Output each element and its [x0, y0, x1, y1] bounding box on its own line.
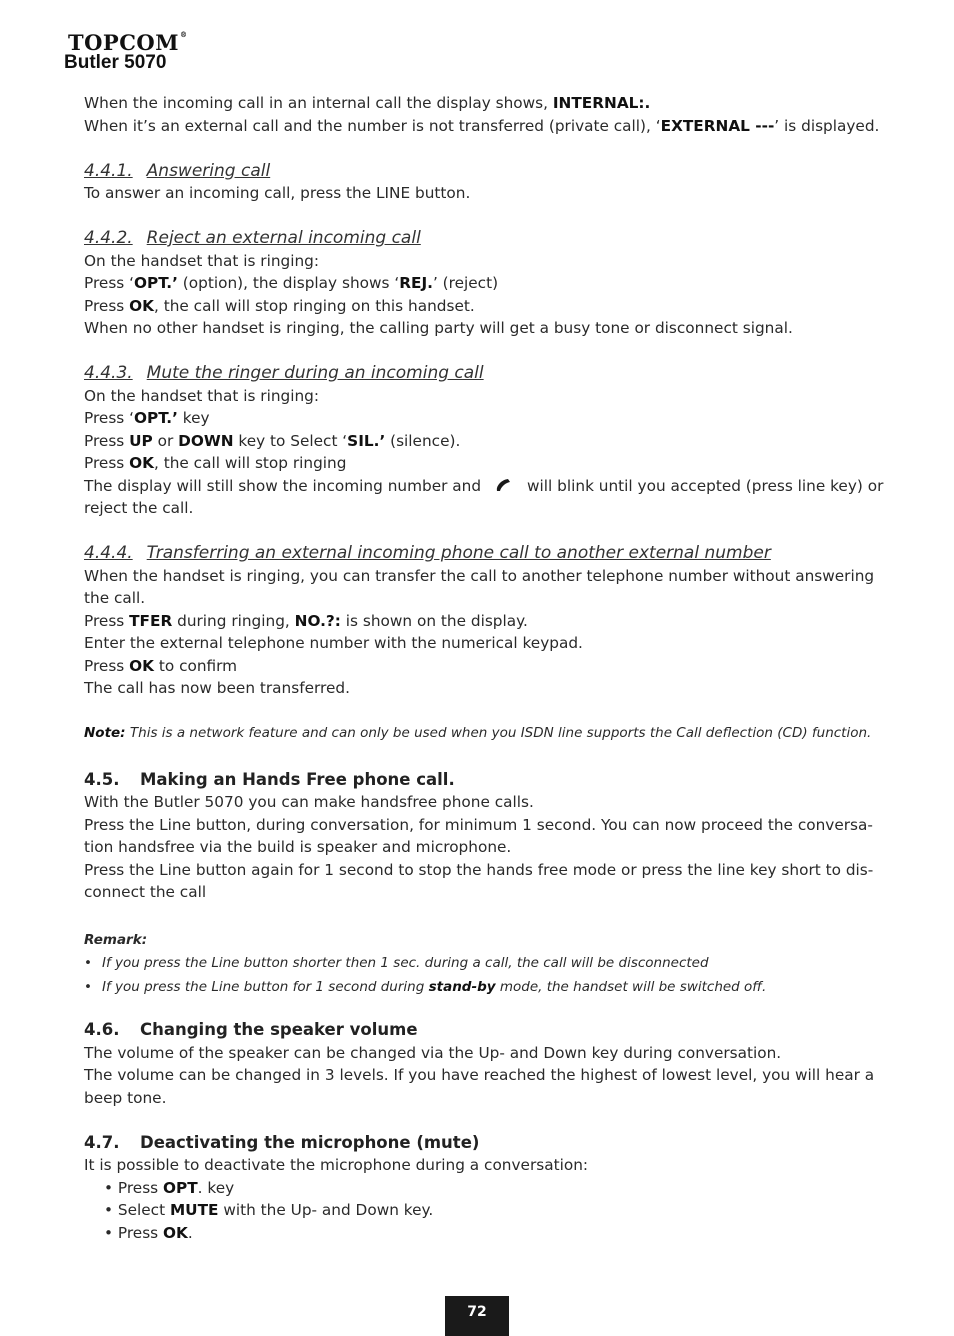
mute-step-2: • Select MUTE with the Up- and Down key.: [104, 1199, 892, 1222]
heading-4-4-4: 4.4.4. Transferring an external incoming phone call to another external number: [84, 543, 771, 563]
mute-ringer-line-1: On the handset that is ringing:: [84, 386, 320, 405]
reject-line-4: When no other handset is ringing, the calling party will get a busy tone or disconnect signal.: [84, 319, 793, 337]
reject-line-3: Press OK, the call will stop ringing on this handset.: [84, 296, 475, 315]
transfer-line-4: Enter the external telephone number with the numerical keypad.: [84, 634, 583, 652]
heading-4-7: 4.7. Deactivating the microphone (mute): [84, 1132, 480, 1152]
mute-ringer-line-3: Press UP or DOWN key to Select ‘SIL.’ (silence).: [84, 431, 461, 450]
heading-4-5: 4.5. Making an Hands Free phone call.: [84, 769, 455, 789]
mute-mic-intro: It is possible to deactivate the microphone during a conversation:: [84, 1156, 589, 1174]
brand-name: TOPCOM: [68, 30, 179, 55]
transfer-line-5: Press OK to confirm: [84, 656, 238, 675]
heading-4-4-3: 4.4.3. Mute the ringer during an incoming call: [84, 363, 484, 383]
mute-ringer-line-4: Press OK, the call will stop ringing: [84, 454, 347, 472]
network-note: Note: This is a network feature and can only be used when you ISDN line supports the Call deflection (CD) function.: [84, 725, 872, 741]
transfer-line-6: The call has now been transferred.: [84, 679, 350, 697]
mute-ringer-line-6: reject the call.: [84, 499, 194, 517]
mute-mic-steps: [84, 1177, 892, 1245]
manual-content: [84, 92, 892, 1244]
handsfree-line-3: tion handsfree via the build is speaker and microphone.: [84, 838, 512, 856]
heading-4-4-1: 4.4.1. Answering call: [84, 160, 271, 181]
mute-step-1: • Press OPT. key: [104, 1177, 892, 1200]
volume-line-3: beep tone.: [84, 1088, 167, 1107]
page-number: 72: [445, 1296, 509, 1336]
volume-line-2: The volume can be changed in 3 levels. If you have reached the highest of lowest level, you will hear a: [84, 1066, 875, 1084]
transfer-line-2: the call.: [84, 589, 146, 607]
remark-item-1: • If you press the Line button shorter then 1 sec. during a call, the call will be disconnected: [84, 951, 892, 975]
handsfree-line-4: Press the Line button again for 1 second to stop the hands free mode or press the line key short to dis-: [84, 860, 874, 879]
intro-line-2: When it’s an external call and the number is not transferred (private call), ‘EXTERNAL ---’ is displayed.: [84, 116, 880, 135]
intro-line-1: When the incoming call in an internal call the display shows, INTERNAL:.: [84, 94, 651, 112]
handsfree-line-5: connect the call: [84, 883, 207, 901]
mute-step-3: • Press OK.: [104, 1222, 892, 1245]
transfer-line-3: Press TFER during ringing, NO.?: is shown on the display.: [84, 611, 528, 630]
reject-line-2: Press ‘OPT.’ (option), the display shows ‘REJ.’ (reject): [84, 274, 499, 292]
mute-ringer-line-2: Press ‘OPT.’ key: [84, 409, 210, 427]
remark-item-2: • If you press the Line button for 1 second during stand-by mode, the handset will be switched off.: [84, 975, 892, 999]
remark-list: [84, 951, 892, 999]
registered-mark: ®: [179, 30, 188, 39]
reject-line-1: On the handset that is ringing:: [84, 251, 320, 270]
mute-ringer-line-5: The display will still show the incoming number and will blink until you accepted (press line key) or: [84, 476, 884, 495]
handsfree-line-2: Press the Line button, during conversation, for minimum 1 second. You can now proceed the conversa-: [84, 815, 873, 834]
volume-line-1: The volume of the speaker can be changed via the Up- and Down key during conversation.: [84, 1043, 782, 1062]
phone-handset-icon: [493, 477, 515, 493]
transfer-line-1: When the handset is ringing, you can transfer the call to another telephone number without answering: [84, 566, 875, 585]
answering-text: To answer an incoming call, press the LINE button.: [84, 184, 471, 202]
handsfree-line-1: With the Butler 5070 you can make handsfree phone calls.: [84, 793, 534, 811]
heading-4-4-2: 4.4.2. Reject an external incoming call: [84, 228, 421, 248]
remark-label: Remark:: [84, 931, 148, 948]
heading-4-6: 4.6. Changing the speaker volume: [84, 1020, 418, 1039]
model-name: Butler 5070: [64, 52, 167, 73]
